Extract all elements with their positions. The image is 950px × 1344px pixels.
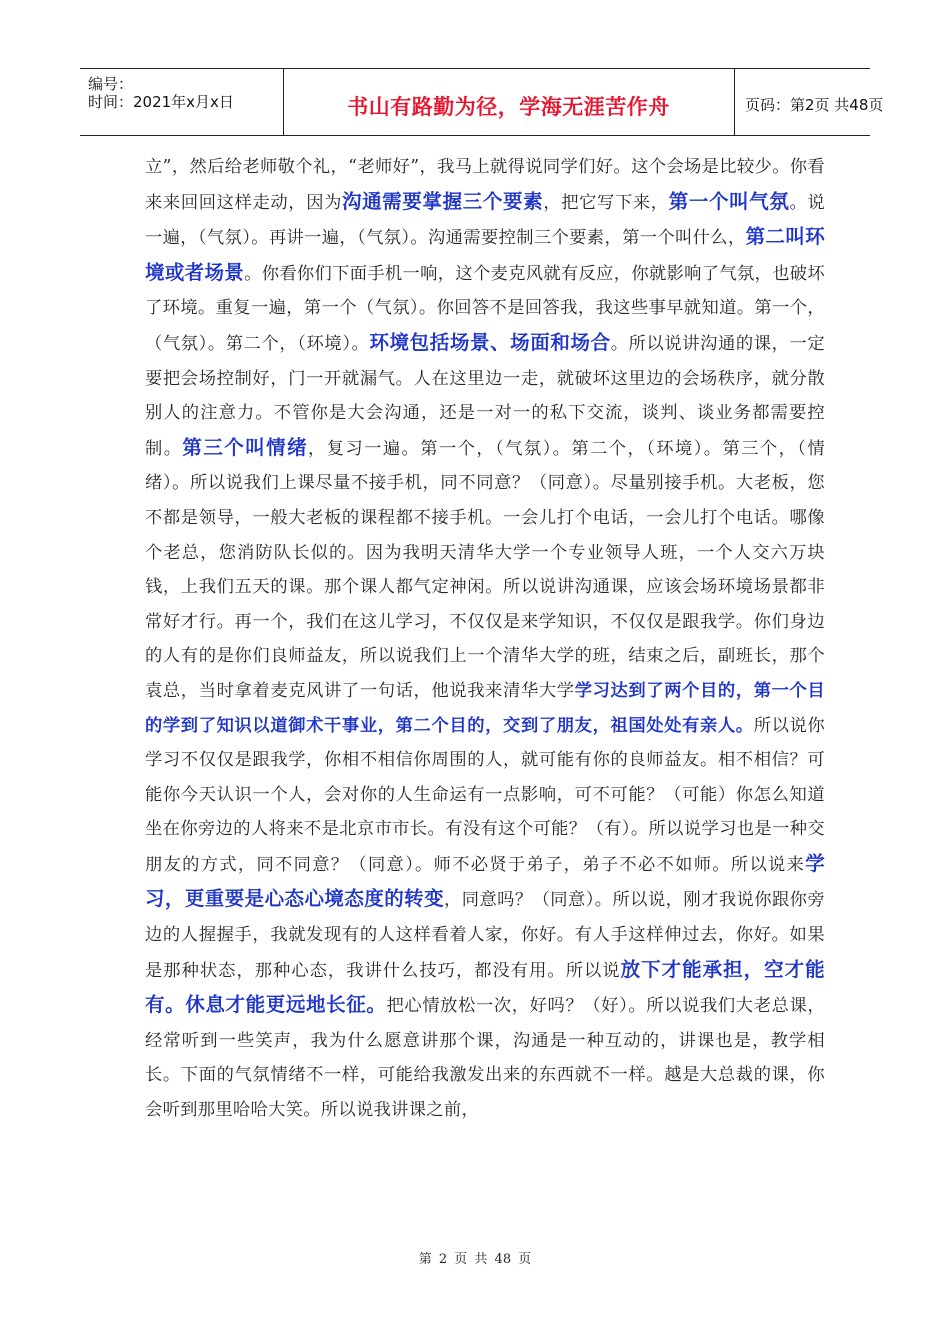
header-motto-cell bbox=[283, 69, 735, 135]
body-text-run: 所以说你学习不仅仅是跟我学，你相不相信你周围的人，就可能有你的良师益友。相不相信？可能你今天认识一个人，会对你的人生命运有一点影响，可不可能？（可能）你怎么知道坐在你旁边的人将来不是北京市市长。有没有这个可能？（有）。所以说学习也是一种交朋友的方式，同不同意？（同意）。师不必贤于弟子，弟子不必不如师。所以说来 bbox=[145, 715, 826, 875]
highlighted-key-point: 沟通需要掌握三个要素 bbox=[342, 189, 544, 213]
header-page-cell bbox=[734, 69, 884, 135]
header-table bbox=[80, 68, 884, 136]
header-motto: 书山有路勤为径，学海无涯苦作舟 bbox=[347, 95, 670, 119]
body-text-run: ，复习一遍。第一个，（气氛）。第二个，（环境）。第三个，（情绪）。所以说我们上课尽量不接手机，同不同意？（同意）。尽量别接手机。大老板，您不都是领导，一般大老板的课程都不接手机。一会儿打个电话，一会儿打个电话。哪像个老总，您消防队长似的。因为我明天清华大学一个专业领导人班，一个人交六万块钱，上我们五天的课。那个课人都气定神闲。所以说讲沟通课，应该会场环境场景都非常好才行。再一个，我们在这儿学习，不仅仅是来学知识，不仅仅是跟我学。你们身边的人有的是你们良师益友，所以说我们上一个清华大学的班，结束之后，副班长，那个袁总，当时拿着麦克风讲了一句话，他说我来清华大学 bbox=[145, 438, 825, 701]
highlighted-key-point: 第三个叫情绪 bbox=[182, 435, 308, 459]
body-paragraph bbox=[145, 150, 825, 1128]
highlighted-key-point: 学习达到了两个目的，第一个目的学到了知识以道御术干事业，第二个目的，交到了朋友，祖国处处有亲人。 bbox=[145, 680, 826, 736]
body-text-run: 。说一遍，（气氛）。再讲一遍，（气氛）。沟通需要控制三个要素，第一个叫什么， bbox=[145, 192, 825, 249]
date-label: 时间：2021年x月x日 bbox=[88, 93, 234, 111]
body-text-run: 。你看你们下面手机一响，这个麦克风就有反应，你就影响了气氛，也破坏了环境。重复一遍，第一个（气氛）。你回答不是回答我，我这些事早就知道。第一个，（气氛）。第二个，（环境）。 bbox=[145, 263, 825, 354]
header-page-info: 页码：第2页 共48页 bbox=[745, 96, 884, 114]
highlighted-key-point: 第二叫环境或者场景 bbox=[145, 225, 825, 284]
header-info-cell bbox=[80, 69, 284, 135]
highlighted-key-point: 放下才能承担，空才能有。休息才能更远地长征。 bbox=[145, 957, 825, 1017]
highlighted-key-point: 第一个叫气氛 bbox=[668, 189, 790, 213]
body-text-run: ，把它写下来， bbox=[543, 192, 669, 213]
body-text-run: 。所以说讲沟通的课，一定要把会场控制好，门一开就漏气。人在这里边一走，就破坏这里边的会场秩序，就分散别人的注意力。不管你是大会沟通，还是一对一的私下交流，谈判、谈业务都需要控制。 bbox=[145, 333, 825, 459]
highlighted-key-point: 学习，更重要是心态心境态度的转变 bbox=[145, 851, 825, 911]
body-text-run: ，同意吗？（同意）。所以说，刚才我说你跟你旁边的人握握手，我就发现有的人这样看着人家，你好。有人手这样伸过去，你好。如果是那种状态，那种心态，我讲什么技巧，都没有用。所以说 bbox=[145, 890, 825, 981]
body-text-run: 立”，然后给老师敬个礼，“老师好”，我马上就得说同学们好。这个会场是比较少。你看来来回回这样走动，因为 bbox=[145, 157, 825, 213]
highlighted-key-point: 环境包括场景、场面和场合 bbox=[369, 330, 611, 354]
doc-number-label: 编号： bbox=[88, 75, 134, 93]
body-text-run: 把心情放松一次，好吗？（好）。所以说我们大老总课，经常听到一些笑声，我为什么愿意讲那个课，沟通是一种互动的，讲课也是，教学相长。下面的气氛情绪不一样，可能给我激发出来的东西就不一样。越是大总裁的课，你会听到那里哈哈大笑。所以说我讲课之前， bbox=[145, 996, 825, 1121]
page-footer: 第 2 页 共 48 页 bbox=[418, 1252, 532, 1267]
